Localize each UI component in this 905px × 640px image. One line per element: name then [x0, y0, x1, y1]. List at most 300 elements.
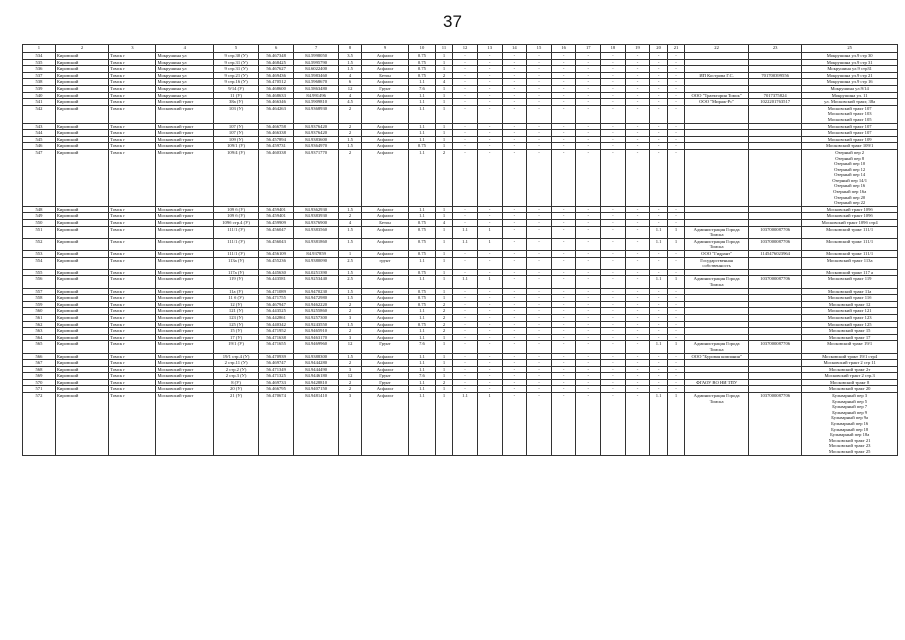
value-cell: 1.1 — [409, 213, 436, 220]
latitude-cell: 56.470939 — [259, 353, 294, 360]
flag-cell: - — [650, 257, 667, 269]
address-line: Озерный пер 8 — [835, 155, 865, 161]
flag-cell: - — [527, 366, 552, 373]
region-cell: Кировский — [55, 136, 108, 143]
flag-cell: - — [576, 308, 601, 315]
flag-cell: - — [625, 301, 650, 308]
area-cell: 3 — [339, 334, 362, 341]
flag-cell: - — [527, 143, 552, 150]
flag-cell: - — [625, 373, 650, 380]
flag-cell: - — [551, 360, 576, 367]
value-cell: 1.1 — [409, 257, 436, 269]
flag-cell: - — [601, 269, 626, 276]
flag-cell: - — [453, 206, 478, 213]
value-cell: 1.1 — [409, 136, 436, 143]
row-number: 564 — [23, 334, 56, 341]
flag-cell: - — [650, 288, 667, 295]
region-cell: Кировский — [55, 79, 108, 86]
area-cell: 3 — [339, 393, 362, 456]
inn-cell — [748, 59, 801, 66]
flag-cell: - — [650, 79, 667, 86]
flag-cell: - — [551, 66, 576, 73]
cover-cell: Асфальт — [361, 328, 408, 335]
table-row — [23, 79, 898, 86]
inn-cell — [748, 366, 801, 373]
owner-cell — [685, 220, 749, 227]
cover-cell: Асфальт — [361, 92, 408, 99]
value-cell: 7.6 — [409, 373, 436, 380]
flag-cell: - — [477, 105, 502, 123]
area-cell: 2.5 — [339, 276, 362, 288]
house-cell: 17 (У) — [213, 334, 258, 341]
address-cell — [802, 105, 898, 123]
flag-cell: - — [502, 105, 527, 123]
count-cell: 1 — [435, 360, 452, 367]
address-cell — [802, 149, 898, 206]
inn-cell — [748, 130, 801, 137]
region-cell: Кировский — [55, 238, 108, 250]
row-number: 565 — [23, 341, 56, 353]
flag-cell: - — [667, 366, 684, 373]
count-cell: 1 — [435, 105, 452, 123]
flag-cell: - — [625, 334, 650, 341]
flag-cell: - — [576, 66, 601, 73]
flag-cell: - — [625, 328, 650, 335]
row-number: 543 — [23, 123, 56, 130]
area-cell: 1.5 — [339, 226, 362, 238]
flag-cell: - — [527, 206, 552, 213]
table-row — [23, 373, 898, 380]
inn-cell — [748, 143, 801, 150]
address-line: Московский тракт 111/1 — [826, 238, 874, 244]
flag-cell: - — [601, 360, 626, 367]
address-cell — [802, 373, 898, 380]
flag-cell: - — [667, 130, 684, 137]
address-cell — [802, 288, 898, 295]
column-header: 23 — [748, 45, 801, 53]
flag-cell: - — [667, 85, 684, 92]
flag-cell: - — [650, 72, 667, 79]
table-row — [23, 288, 898, 295]
flag-cell: 1 — [667, 238, 684, 250]
flag-cell: 1 — [477, 226, 502, 238]
city-cell: Томск г — [109, 308, 156, 315]
flag-cell: - — [502, 149, 527, 206]
owner-cell: ООО "Мираж-Рс" — [685, 99, 749, 106]
owner-cell: Администрация Города Томска — [685, 341, 749, 353]
flag-cell: - — [527, 53, 552, 60]
address-cell — [802, 220, 898, 227]
table-row — [23, 213, 898, 220]
flag-cell: - — [625, 53, 650, 60]
row-number: 534 — [23, 53, 56, 60]
address-line: Озерный пер 16 — [834, 183, 866, 189]
owner-cell — [685, 53, 749, 60]
flag-cell: - — [576, 143, 601, 150]
house-cell: 109/1 (У) — [213, 143, 258, 150]
owner-cell — [685, 321, 749, 328]
flag-cell: - — [601, 379, 626, 386]
city-cell: Томск г — [109, 59, 156, 66]
region-cell: Кировский — [55, 334, 108, 341]
flag-cell: - — [453, 366, 478, 373]
cover-cell: Асфальт — [361, 314, 408, 321]
column-header: 25 — [802, 45, 898, 53]
column-header: 2 — [55, 45, 108, 53]
address-cell — [802, 238, 898, 250]
longitude-cell: 84.9376420 — [294, 123, 339, 130]
city-cell: Томск г — [109, 92, 156, 99]
flag-cell: - — [527, 213, 552, 220]
flag-cell: - — [576, 295, 601, 302]
longitude-cell: 84.5983460 — [294, 72, 339, 79]
house-cell: 2 стр.11 (У) — [213, 360, 258, 367]
city-cell: Томск г — [109, 379, 156, 386]
flag-cell: - — [502, 366, 527, 373]
street-cell: Московский тракт — [156, 321, 214, 328]
flag-cell: - — [527, 295, 552, 302]
area-cell: 1.5 — [339, 136, 362, 143]
owner-cell: ФГАОУ ВО НИ ТПУ — [685, 379, 749, 386]
table-row — [23, 251, 898, 258]
flag-cell: - — [576, 360, 601, 367]
flag-cell: - — [477, 321, 502, 328]
longitude-cell: 84.9376420 — [294, 130, 339, 137]
flag-cell: - — [551, 213, 576, 220]
area-cell: 1.5 — [339, 238, 362, 250]
column-header: 14 — [502, 45, 527, 53]
longitude-cell: 84.9383560 — [294, 226, 339, 238]
flag-cell: - — [576, 53, 601, 60]
address-cell — [802, 72, 898, 79]
row-number: 548 — [23, 206, 56, 213]
street-cell: Мокрушина ул — [156, 92, 214, 99]
flag-cell: - — [625, 136, 650, 143]
address-line: Мокрушина ул. 11 — [831, 92, 868, 98]
owner-cell — [685, 123, 749, 130]
latitude-cell: 56.443525 — [259, 308, 294, 315]
inn-cell — [748, 269, 801, 276]
flag-cell: - — [477, 257, 502, 269]
flag-cell: - — [650, 66, 667, 73]
flag-cell: - — [527, 308, 552, 315]
flag-cell: - — [477, 72, 502, 79]
flag-cell: - — [650, 130, 667, 137]
region-cell: Кировский — [55, 321, 108, 328]
longitude-cell: 84.9465910 — [294, 328, 339, 335]
row-number: 552 — [23, 238, 56, 250]
flag-cell: - — [527, 220, 552, 227]
flag-cell: - — [477, 99, 502, 106]
flag-cell: - — [527, 226, 552, 238]
address-line: Бульварный пер 3 — [832, 393, 868, 399]
flag-cell: - — [477, 85, 502, 92]
flag-cell: - — [527, 105, 552, 123]
flag-cell: - — [667, 295, 684, 302]
value-cell: 7.6 — [409, 85, 436, 92]
row-number: 560 — [23, 308, 56, 315]
flag-cell: - — [650, 220, 667, 227]
flag-cell: - — [667, 72, 684, 79]
row-number: 571 — [23, 386, 56, 393]
flag-cell: - — [667, 251, 684, 258]
flag-cell: - — [453, 92, 478, 99]
address-line: Московский тракт 109б стр4 — [821, 220, 878, 226]
flag-cell: - — [551, 105, 576, 123]
flag-cell: - — [502, 136, 527, 143]
flag-cell: - — [601, 123, 626, 130]
flag-cell: - — [576, 301, 601, 308]
flag-cell: - — [453, 59, 478, 66]
value-cell: 1.1 — [409, 328, 436, 335]
address-line: Озерный пер 12 — [834, 166, 866, 172]
owner-cell — [685, 149, 749, 206]
address-line: Московский тракт 103 — [827, 111, 872, 117]
column-header: 4 — [156, 45, 214, 53]
flag-cell: - — [502, 393, 527, 456]
flag-cell: - — [667, 328, 684, 335]
flag-cell: - — [601, 66, 626, 73]
city-cell: Томск г — [109, 288, 156, 295]
address-line: Озерный пер 2 — [835, 149, 865, 155]
address-cell — [802, 53, 898, 60]
flag-cell: - — [601, 206, 626, 213]
latitude-cell: 56.468633 — [259, 92, 294, 99]
address-cell — [802, 314, 898, 321]
flag-cell: - — [601, 149, 626, 206]
house-cell: 11 б (У) — [213, 295, 258, 302]
street-cell: Мокрушина ул — [156, 59, 214, 66]
street-cell: Московский тракт — [156, 379, 214, 386]
flag-cell: - — [502, 123, 527, 130]
area-cell: 4 — [339, 72, 362, 79]
count-cell: 1 — [435, 276, 452, 288]
flag-cell: - — [625, 314, 650, 321]
cover-cell: Асфальт — [361, 53, 408, 60]
area-cell: 2 — [339, 386, 362, 393]
flag-cell: - — [576, 353, 601, 360]
flag-cell: - — [502, 59, 527, 66]
owner-cell — [685, 288, 749, 295]
house-cell: 109 (У) — [213, 136, 258, 143]
area-cell: 2 — [339, 301, 362, 308]
flag-cell: - — [625, 386, 650, 393]
cover-cell: Асфальт — [361, 276, 408, 288]
flag-cell: - — [650, 373, 667, 380]
house-cell: 117а (У) — [213, 269, 258, 276]
flag-cell: - — [576, 226, 601, 238]
flag-cell: - — [551, 149, 576, 206]
value-cell: 0.75 — [409, 301, 436, 308]
table-row — [23, 308, 898, 315]
flag-cell: - — [502, 238, 527, 250]
street-cell: Московский тракт — [156, 206, 214, 213]
street-cell: Московский тракт — [156, 341, 214, 353]
cover-cell: Грунт — [361, 85, 408, 92]
flag-cell: 1.1 — [650, 238, 667, 250]
latitude-cell: 56.469747 — [259, 360, 294, 367]
count-cell: 4 — [435, 79, 452, 86]
flag-cell: - — [650, 53, 667, 60]
house-cell: 11 (У) — [213, 92, 258, 99]
address-line: Московский тракт 109 — [827, 136, 872, 142]
address-cell — [802, 379, 898, 386]
flag-cell: - — [576, 288, 601, 295]
cover-cell: Асфальт — [361, 99, 408, 106]
value-cell: 1.1 — [409, 276, 436, 288]
latitude-cell: 56.440342 — [259, 321, 294, 328]
row-number: 540 — [23, 92, 56, 99]
house-cell: 111/1 (У) — [213, 238, 258, 250]
flag-cell: - — [551, 276, 576, 288]
area-cell: 1.5 — [339, 206, 362, 213]
house-cell: 113а (У) — [213, 257, 258, 269]
flag-cell: - — [601, 366, 626, 373]
flag-cell: - — [502, 53, 527, 60]
address-line: Московский тракт 11б — [827, 295, 872, 301]
address-line: Московский тракт 121 — [827, 308, 872, 314]
flag-cell: - — [527, 66, 552, 73]
flag-cell: - — [576, 79, 601, 86]
latitude-cell: 56.471655 — [259, 341, 294, 353]
flag-cell: - — [477, 269, 502, 276]
address-cell — [802, 366, 898, 373]
house-cell: 2 стр.3 (У) — [213, 373, 258, 380]
count-cell: 1 — [435, 353, 452, 360]
address-line: Московский тракт 15 — [828, 328, 871, 334]
table-row — [23, 130, 898, 137]
column-header: 19 — [625, 45, 650, 53]
row-number: 547 — [23, 149, 56, 206]
street-cell: Мокрушина ул — [156, 66, 214, 73]
cover-cell: Асфальт — [361, 143, 408, 150]
page-number: 37 — [443, 12, 462, 31]
flag-cell: - — [477, 360, 502, 367]
longitude-cell: 84.0251390 — [294, 269, 339, 276]
street-cell: Московский тракт — [156, 276, 214, 288]
flag-cell: - — [477, 66, 502, 73]
flag-cell: - — [601, 321, 626, 328]
value-cell: 1.1 — [409, 130, 436, 137]
flag-cell: - — [502, 334, 527, 341]
flag-cell: - — [601, 92, 626, 99]
table-row — [23, 92, 898, 99]
row-number: 568 — [23, 366, 56, 373]
table-row — [23, 393, 898, 456]
owner-cell: ООО "Гидрант" — [685, 251, 749, 258]
flag-cell: - — [551, 220, 576, 227]
table-row — [23, 276, 898, 288]
address-line: Озерный пер 14/1 — [832, 177, 868, 183]
flag-cell: - — [667, 308, 684, 315]
owner-cell — [685, 386, 749, 393]
flag-cell: - — [650, 105, 667, 123]
house-cell: 103 (У) — [213, 105, 258, 123]
address-line: Московский тракт 125 — [827, 321, 872, 327]
flag-cell: - — [453, 341, 478, 353]
value-cell: 1.1 — [409, 206, 436, 213]
flag-cell: - — [527, 341, 552, 353]
address-line: Озерный пер 14 — [834, 172, 866, 178]
street-cell: Московский тракт — [156, 130, 214, 137]
row-number: 541 — [23, 99, 56, 106]
area-cell: 2 — [339, 379, 362, 386]
flag-cell: - — [650, 99, 667, 106]
address-line: Московский тракт 107 — [827, 123, 872, 129]
address-cell — [802, 308, 898, 315]
address-cell — [802, 213, 898, 220]
flag-cell: - — [576, 99, 601, 106]
city-cell: Томск г — [109, 79, 156, 86]
address-line: Московский тракт 2 стр 11 — [823, 360, 876, 366]
address-line: Московский тракт 109б — [826, 213, 873, 219]
flag-cell: - — [453, 379, 478, 386]
address-line: Московский тракт 111/1 — [826, 251, 874, 256]
flag-cell: - — [667, 301, 684, 308]
flag-cell: - — [576, 321, 601, 328]
region-cell: Кировский — [55, 353, 108, 360]
flag-cell: - — [601, 213, 626, 220]
city-cell: Томск г — [109, 72, 156, 79]
address-cell — [802, 341, 898, 353]
cover-cell: Асфальт — [361, 334, 408, 341]
column-header: 13 — [477, 45, 502, 53]
city-cell: Томск г — [109, 251, 156, 258]
flag-cell: - — [477, 213, 502, 220]
flag-cell: - — [625, 366, 650, 373]
column-header: 6 — [259, 45, 294, 53]
house-cell: 9 стр.21 (У) — [213, 72, 258, 79]
inn-cell — [748, 79, 801, 86]
address-line: Бульварный пер 16 — [831, 421, 869, 427]
latitude-cell: 56.457894 — [259, 136, 294, 143]
street-cell: Московский тракт — [156, 308, 214, 315]
longitude-cell: 84.9407150 — [294, 386, 339, 393]
address-line: Московский тракт 23 — [828, 443, 871, 449]
cover-cell: Асфальт — [361, 149, 408, 206]
flag-cell: - — [551, 72, 576, 79]
cover-cell: Асфальт — [361, 321, 408, 328]
flag-cell: - — [667, 220, 684, 227]
owner-cell — [685, 136, 749, 143]
inn-cell: 1037000087706 — [748, 393, 801, 456]
flag-cell: - — [527, 149, 552, 206]
longitude-cell: 84.6022400 — [294, 66, 339, 73]
table-row — [23, 366, 898, 373]
flag-cell: - — [551, 143, 576, 150]
flag-cell: - — [477, 288, 502, 295]
area-cell: 2 — [339, 328, 362, 335]
flag-cell: - — [551, 136, 576, 143]
street-cell: Московский тракт — [156, 301, 214, 308]
flag-cell: - — [601, 257, 626, 269]
region-cell: Кировский — [55, 308, 108, 315]
cover-cell: Бетон — [361, 220, 408, 227]
cover-cell: Бетон — [361, 72, 408, 79]
table-row — [23, 314, 898, 321]
city-cell: Томск г — [109, 99, 156, 106]
flag-cell: - — [625, 123, 650, 130]
flag-cell: - — [667, 149, 684, 206]
house-cell: 9 стр.30 (У) — [213, 53, 258, 60]
flag-cell: - — [527, 251, 552, 258]
area-cell: 1.5 — [339, 269, 362, 276]
flag-cell: - — [453, 386, 478, 393]
value-cell: 0.75 — [409, 321, 436, 328]
region-cell: Кировский — [55, 314, 108, 321]
cover-cell: Асфальт — [361, 238, 408, 250]
area-cell: 1.5 — [339, 321, 362, 328]
